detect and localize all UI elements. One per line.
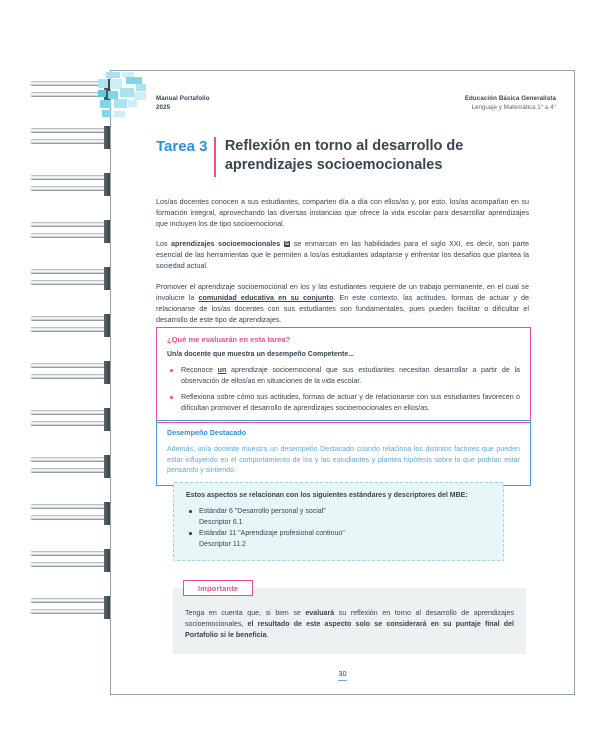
evaluation-box-title: ¿Qué me evaluarán en esta tarea? — [167, 335, 291, 344]
subject-grades: Lenguaje y Matemática 1° a 4° — [471, 104, 556, 111]
mbe-descriptor-label: Descriptor 11.2 — [199, 541, 246, 548]
bullet-icon — [189, 532, 192, 535]
task-title: Reflexión en torno al desarrollo de aprendizajes socioemocionales — [224, 138, 464, 173]
p2-post: se enmarcan en las habilidades para el siglo XXI, es decir, son parte esencial de las herramientas que le permiten a los/as estudiantes adaptarse y enfrentar los desafíos que plantea la sociedad actual. — [156, 239, 529, 270]
logo-tile — [134, 92, 146, 100]
logo-tile — [98, 79, 108, 88]
logo-tile — [114, 111, 125, 117]
manual-year: 2025 — [156, 104, 171, 111]
header-right — [465, 94, 556, 112]
page-title — [156, 137, 546, 177]
manual-title: Manual Portafolio — [156, 95, 210, 102]
evaluation-item — [167, 365, 520, 386]
destacado-box — [156, 420, 531, 486]
evaluation-item — [167, 392, 520, 413]
paragraph-1: Los/as docentes conocen a sus estudiantes, comparten día a día con ellos/as y, por esto, los/as acompañan en su formación integral, aprovechando las diversas instancias que ofrece la vida escolar para desarrollar aprendizajes que incluyen los de tipo socioemocional. — [156, 197, 529, 228]
page-number-value: 30 — [338, 669, 346, 681]
header-left — [156, 94, 210, 112]
imp-pre: Tenga en cuenta que, si bien se — [185, 609, 306, 617]
bullet-icon — [189, 510, 192, 513]
imp-post: . — [266, 630, 269, 639]
imp-bold-2: el resultado de este aspecto solo se considerará en su puntaje final del Portafolio si le beneficia — [185, 619, 514, 639]
logo-tile — [136, 84, 146, 91]
logo-tile — [106, 72, 120, 78]
mbe-descriptor-label: Descriptor 6.1 — [199, 519, 243, 526]
destacado-text: Además, un/a docente muestra un desempeño Destacado cuando relaciona los distintos factores que pueden estar influyendo en el comportamiento de los y las estudiantes y plantea hipótesis sobre lo que podrían estar pensando y sintiendo. — [167, 445, 520, 474]
document-page — [110, 70, 575, 695]
mbe-standard-label: Estándar 6 "Desarrollo personal y social" — [199, 508, 326, 515]
imp-mid: su reflexión en torno al desarrollo de aprendizajes socioemocionales, — [185, 609, 514, 628]
evaluation-item-pre: Reconoce — [181, 366, 218, 374]
mbe-standard-item — [186, 506, 491, 517]
education-level: Educación Básica Generalista — [464, 95, 556, 102]
mbe-standard-label: Estándar 11 "Aprendizaje profesional continuo" — [199, 530, 345, 537]
logo-tile — [102, 110, 111, 117]
logo-tile — [100, 100, 111, 108]
p2-bold-term: aprendizajes socioemocionales — [171, 239, 281, 248]
logo-tile — [114, 99, 127, 108]
p3-pre: Promover el aprendizaje socioemocional en los y las estudiantes requiere de un trabajo permanente, en el cual se involucre la — [156, 282, 529, 302]
p3-post: . En este contexto, las actitudes, formas de actuar y de relacionarse de los/as docentes con sus estudiantes son fundamentales, pues pueden facilitar o dificultar el desarrollo de este tipo de aprendizajes. — [156, 293, 529, 324]
mbe-box-title: Estos aspectos se relacionan con los siguientes estándares y descriptores del MBE: — [186, 492, 468, 499]
evaluation-item-pre: Reflexiona sobre cómo sus actitudes, formas de actuar y de relacionarse con sus estudiantes favorecen o dificultan promover el desarrollo de aprendizajes socioemocionales en ellos/as. — [181, 393, 520, 412]
mbe-standards-box — [173, 482, 504, 561]
evaluation-item-underlined: un — [217, 366, 227, 374]
page-number — [111, 663, 574, 681]
paragraph-3 — [156, 281, 529, 325]
glossary-icon[interactable]: G — [285, 241, 289, 247]
importante-box — [173, 583, 526, 654]
task-label: Tarea 3 — [156, 138, 208, 155]
importante-tab-label: Importante — [183, 580, 253, 596]
bullet-icon — [170, 369, 173, 372]
evaluation-box — [156, 327, 531, 423]
destacado-title: Desempeño Destacado — [167, 428, 247, 437]
mbe-standard-item — [186, 528, 491, 539]
logo-tile — [98, 90, 106, 97]
bullet-icon — [170, 396, 173, 399]
p3-bold-term: comunidad educativa en su conjunto — [198, 293, 334, 302]
logo-tile — [120, 88, 134, 97]
paragraph-2 — [156, 238, 529, 271]
logo-tile — [126, 77, 142, 84]
importante-text — [185, 608, 514, 640]
page-header — [156, 94, 556, 120]
mosaic-logo — [96, 70, 152, 122]
imp-bold-1: evaluará — [305, 609, 335, 617]
p2-pre: Los — [156, 239, 172, 248]
title-divider — [214, 137, 215, 177]
logo-tile — [108, 91, 118, 99]
logo-tile — [128, 100, 137, 107]
evaluation-box-subtitle: Un/a docente que muestra un desempeño Competente... — [167, 351, 355, 358]
evaluation-item-post: aprendizaje socioemocional que sus estudiantes necesitan desarrollar a partir de la observación de ellos/as en situaciones de la vida escolar. — [181, 366, 520, 385]
